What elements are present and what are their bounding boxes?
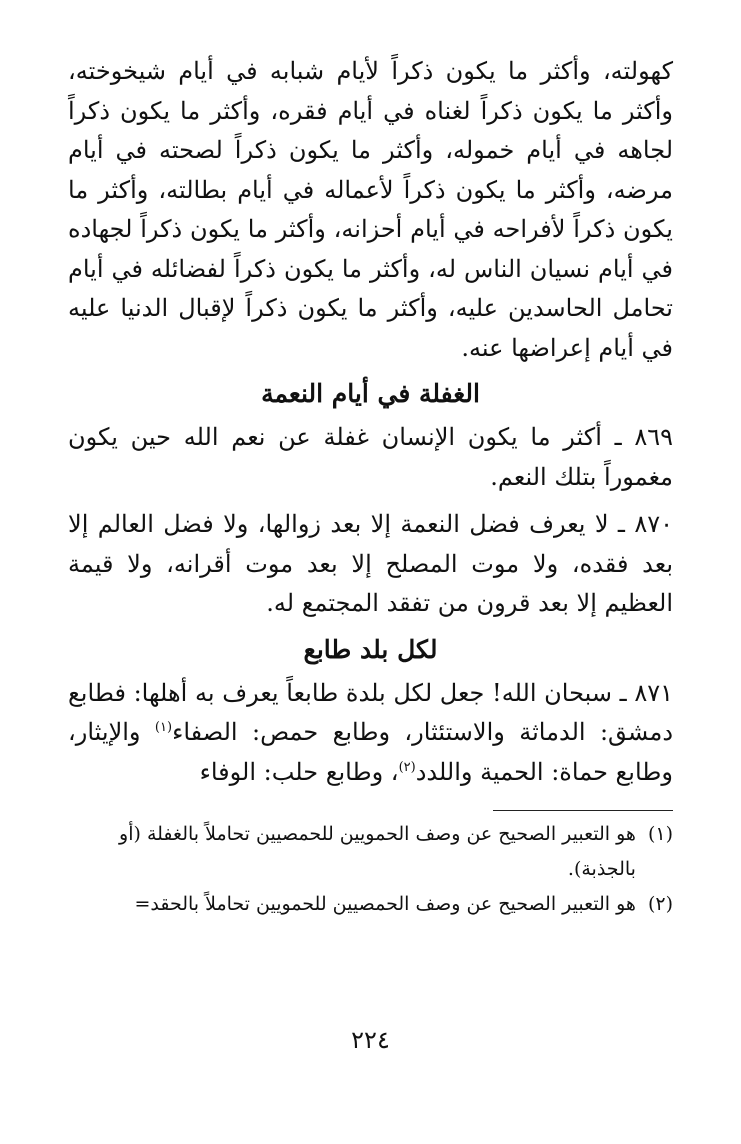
footnote-1-mark: (١)	[647, 823, 673, 845]
footnote-ref-2[interactable]: (٢)	[398, 759, 416, 775]
paragraph-871-part-b: والإيثار، وطابع حماة: الحمية واللدد	[68, 718, 673, 786]
paragraph-869: ٨٦٩ ـ أكثر ما يكون الإنسان غفلة عن نعم الله حين يكون مغموراً بتلك النعم.	[68, 423, 673, 491]
section-heading-city-character: لكل بلد طابع	[303, 634, 438, 664]
footnote-divider	[493, 810, 673, 811]
footnote-2	[68, 887, 673, 922]
section-heading-negligence: الغفلة في أيام النعمة	[261, 379, 480, 408]
paragraph-871	[68, 674, 673, 793]
paragraph-870: ٨٧٠ ـ لا يعرف فضل النعمة إلا بعد زوالها، ولا فضل العالم إلا بعد فقده، ولا موت المصلح إلا بعد موت أقرانه، ولا قيمة العظيم إلا بعد قرون من تفقد المجتمع له.	[68, 510, 673, 617]
footnote-1	[68, 817, 673, 887]
page-number: ٢٢٤	[351, 1026, 390, 1054]
paragraph-871-part-c: ، وطابع حلب: الوفاء	[199, 757, 399, 786]
footnote-2-mark: (٢)	[647, 893, 673, 915]
footnote-1-text: هو التعبير الصحيح عن وصف الحمويين للحمصيين تحاملاً بالغفلة (أو بالجذبة).	[119, 823, 636, 880]
footnote-2-text: هو التعبير الصحيح عن وصف الحمصيين للحمويين تحاملاً بالحقد=	[134, 893, 636, 915]
footnote-ref-1[interactable]: (١)	[154, 720, 173, 735]
paragraph-871-part-a: ٨٧١ ـ سبحان الله! جعل لكل بلدة طابعاً يعرف به أهلها: فطابع دمشق: الدماثة والاستئثار، وطابع حمص: الصفاء	[68, 678, 673, 746]
intro-paragraph: كهولته، وأكثر ما يكون ذكراً لأيام شبابه في أيام شيخوخته، وأكثر ما يكون ذكراً لغناه في أيام فقره، وأكثر ما يكون ذكراً لجاهه في أيام خموله، وأكثر ما يكون ذكراً لصحته في أيام مرضه، وأكثر ما يكون ذكراً لأعماله في أيام بطالته، وأكثر ما يكون ذكراً لأفراحه في أيام أحزانه، وأكثر ما يكون ذكراً لجهاده في أيام نسيان الناس له، وأكثر ما يكون ذكراً لفضائله في أيام تحامل الحاسدين عليه، وأكثر ما يكون ذكراً لإقبال الدنيا عليه في أيام إعراضها عنه.	[68, 57, 673, 362]
